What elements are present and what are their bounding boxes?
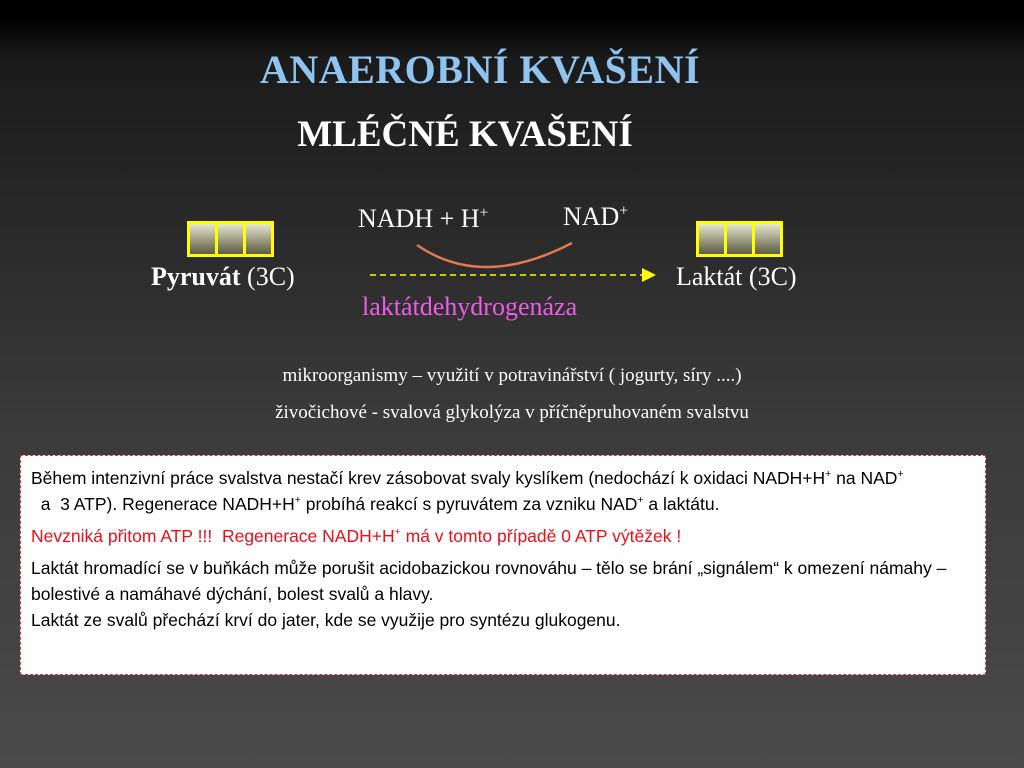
- carbon-atom-icon: [218, 224, 243, 254]
- slide-title: ANAEROBNÍ KVAŠENÍ: [259, 47, 701, 92]
- carbon-atom-icon: [190, 224, 215, 254]
- substrate-label: Pyruvát (3C): [151, 262, 295, 291]
- cofactor-nadh-label: NADH + H+: [358, 204, 489, 233]
- explanation-box: [20, 455, 986, 675]
- note-microorganisms: mikroorganismy – využití v potravinářství ( jogurty, síry ....): [282, 365, 742, 386]
- reaction-arrowhead-icon: [642, 268, 656, 282]
- carbon-atom-icon: [755, 224, 780, 254]
- pyruvate-carbon-chain-icon: [187, 221, 274, 257]
- carbon-atom-icon: [246, 224, 271, 254]
- enzyme-label: laktátdehydrogenáza: [362, 292, 578, 321]
- carbon-atom-icon: [727, 224, 752, 254]
- product-label: Laktát (3C): [676, 262, 797, 291]
- note-animals: živočichové - svalová glykolýza v příčněpruhovaném svalstvu: [275, 402, 749, 423]
- cofactor-nad-label: NAD+: [563, 202, 629, 231]
- warning-paragraph: Nevzniká přitom ATP !!! Regenerace NADH+H+ má v tomto případě 0 ATP výtěžek !: [31, 526, 682, 546]
- cofactor-curve-arrow: [417, 243, 572, 267]
- explanation-paragraph-3: Laktát hromadící se v buňkách může porušit acidobazickou rovnováhu – tělo se brání „signálem“ k omezení námahy – bolestivé a namáhavé dýchání, bolest svalů a hlavy. Laktát ze svalů přechází krví do jater, kde se využije pro syntézu glukogenu.: [31, 558, 947, 630]
- explanation-paragraph-1: Během intenzivní práce svalstva nestačí krev zásobovat svaly kyslíkem (nedochází k oxidaci NADH+H+ na NAD+ a 3 ATP). Regenerace NADH+H+ probíhá reakcí s pyruvátem za vzniku NAD+ a laktátu.: [31, 468, 904, 514]
- lactate-carbon-chain-icon: [696, 221, 783, 257]
- carbon-atom-icon: [699, 224, 724, 254]
- slide-subtitle: MLÉČNÉ KVAŠENÍ: [297, 114, 633, 155]
